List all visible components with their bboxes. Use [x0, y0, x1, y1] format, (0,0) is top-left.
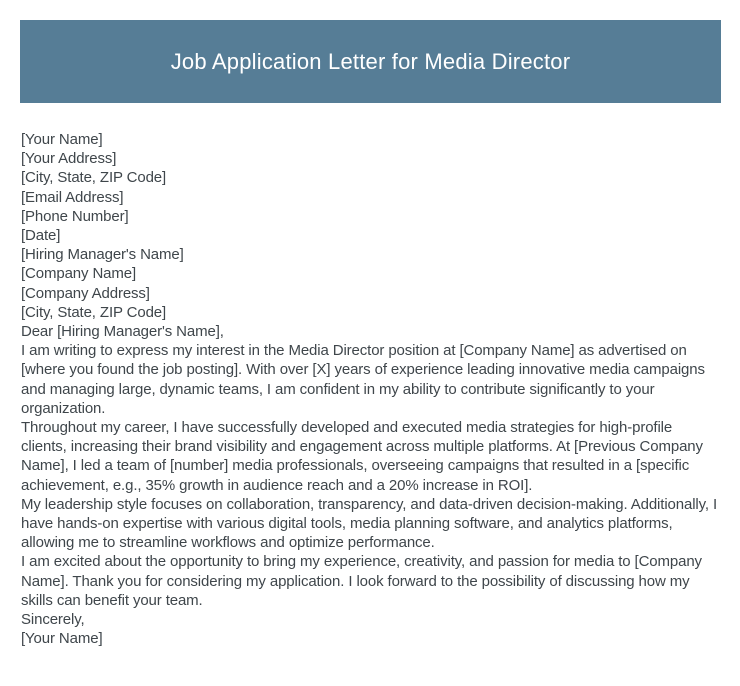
letter-paragraphs [21, 341, 721, 610]
sender-line: [Your Address] [21, 150, 117, 168]
title-banner [20, 20, 721, 103]
sender-line: [Date] [21, 227, 61, 245]
letter-paragraph: I am excited about the opportunity to bring my experience, creativity, and passion for media to [Company Name]. Thank you for considering my application. I look forward to the possibility of discussing how my skills can benefit your team. [21, 553, 702, 609]
recipient-line: [Hiring Manager's Name] [21, 246, 184, 264]
recipient-block [21, 245, 721, 322]
letter-paragraph: Throughout my career, I have successfully developed and executed media strategies for high-profile clients, increasing their brand visibility and engagement across multiple platforms. At [Previous Company Name], I led a team of [number] media professionals, overseeing campaigns that resulted in a [specific achievement, e.g., 35% growth in audience reach and a 20% increase in ROI]. [21, 419, 703, 494]
salutation: Dear [Hiring Manager's Name], [21, 323, 224, 341]
sender-block [21, 130, 721, 245]
recipient-line: [Company Name] [21, 265, 137, 283]
recipient-line: [Company Address] [21, 284, 150, 302]
signature: [Your Name] [21, 630, 103, 648]
recipient-line: [City, State, ZIP Code] [21, 303, 167, 321]
closing: Sincerely, [21, 611, 85, 629]
sender-line: [Your Name] [21, 131, 103, 148]
document-title: Job Application Letter for Media Director [170, 48, 571, 74]
sender-line: [Email Address] [21, 188, 124, 206]
letter-paragraph: My leadership style focuses on collaboration, transparency, and data-driven decision-making. Additionally, I have hands-on expertise with various digital tools, media planning software, and analytics platforms, allowing me to streamline workflows and optimize performance. [21, 495, 718, 552]
sender-line: [City, State, ZIP Code] [21, 169, 167, 187]
sender-line: [Phone Number] [21, 207, 129, 225]
letter-body [21, 130, 721, 648]
letter-paragraph: I am writing to express my interest in the Media Director position at [Company Name] as advertised on [where you found the job posting]. With over [X] years of experience leading innovative media campaigns and managing large, dynamic teams, I am confident in my ability to contribute significantly to your organization. [21, 342, 705, 417]
